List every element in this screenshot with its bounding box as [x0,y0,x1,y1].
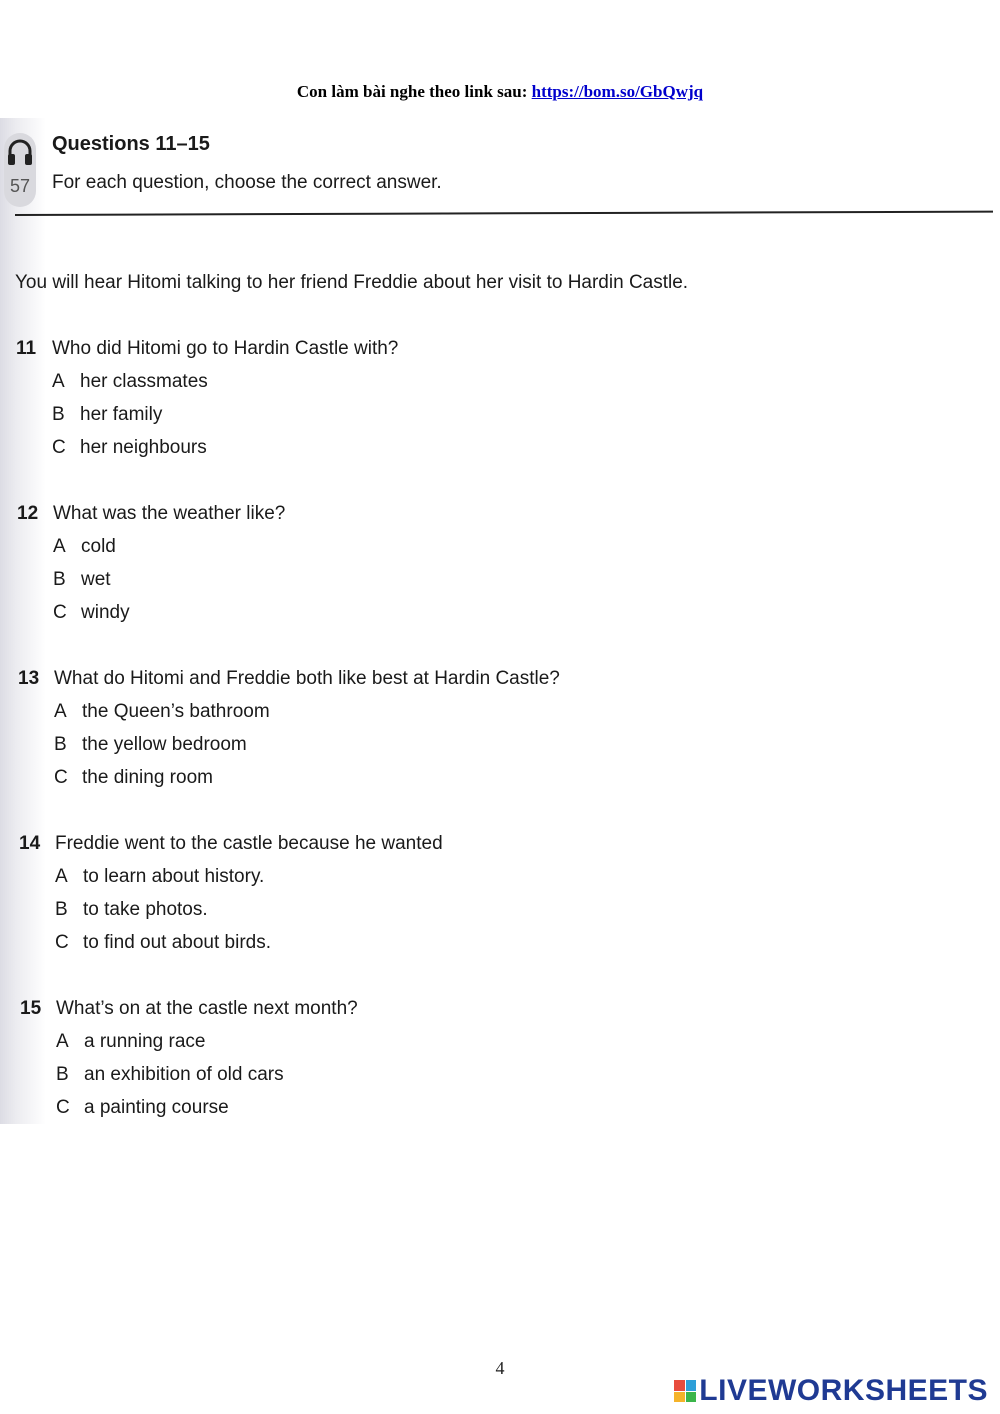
answer-option-a[interactable] [20,1025,358,1058]
question-11 [16,332,398,464]
answer-option-a[interactable] [17,530,285,563]
section-divider [15,211,993,216]
logo-text: LIVEWORKSHEETS [699,1374,988,1407]
answer-option-b[interactable] [19,893,443,926]
answer-option-b[interactable] [16,398,398,431]
answer-option-c[interactable] [17,596,285,629]
question-number: 14 [19,833,41,854]
option-text: the dining room [82,767,213,788]
question-12 [17,497,285,629]
question-text: What do Hitomi and Freddie both like best at Hardin Castle? [54,668,560,689]
page-number: 4 [495,1358,505,1378]
option-letter: B [54,734,67,755]
listening-link-line [0,82,1000,102]
answer-option-b[interactable] [20,1058,358,1091]
question-text: Who did Hitomi go to Hardin Castle with? [52,338,399,359]
question-number: 15 [20,998,42,1019]
question-text: Freddie went to the castle because he wanted [55,833,443,854]
option-letter: A [55,866,68,887]
question-number: 11 [16,338,37,359]
option-letter: C [54,767,68,788]
question-stem [20,992,358,1025]
section-title: Questions 11–15 [52,133,210,155]
answer-option-c[interactable] [18,761,560,794]
audio-link[interactable]: https://bom.so/GbQwjq [531,82,704,101]
question-14 [19,827,443,959]
question-15 [20,992,358,1124]
option-text: to learn about history. [83,866,265,887]
answer-option-c[interactable] [19,926,443,959]
option-text: a painting course [84,1097,229,1118]
question-stem [19,827,443,860]
question-number: 13 [18,668,40,689]
answer-option-c[interactable] [20,1091,358,1124]
option-text: the yellow bedroom [82,734,247,755]
option-letter: C [52,437,66,458]
option-text: her neighbours [80,437,207,458]
answer-option-a[interactable] [16,365,398,398]
answer-option-b[interactable] [17,563,285,596]
option-text: her family [80,404,163,425]
option-letter: B [55,899,68,920]
answer-option-a[interactable] [19,860,443,893]
option-text: to take photos. [83,899,208,920]
question-stem [17,497,285,530]
option-text: cold [81,536,116,557]
header-prefix: Con làm bài nghe theo link sau: [296,82,532,101]
option-letter: A [56,1031,69,1052]
headphones-icon [6,137,34,167]
liveworksheets-logo-icon [674,1380,696,1402]
option-text: an exhibition of old cars [84,1064,284,1085]
option-letter: B [53,569,66,590]
option-letter: A [54,701,67,722]
answer-option-c[interactable] [16,431,398,464]
option-letter: A [53,536,66,557]
question-text: What was the weather like? [53,503,286,524]
option-letter: A [52,371,65,392]
liveworksheets-logo [674,1373,988,1409]
option-letter: C [56,1097,70,1118]
question-number: 12 [17,503,39,524]
option-letter: C [55,932,69,953]
question-stem [16,332,398,365]
question-stem [18,662,560,695]
question-13 [18,662,560,794]
option-text: the Queen’s bathroom [82,701,270,722]
option-text: wet [81,569,111,590]
option-text: a running race [84,1031,206,1052]
track-number: 57 [9,176,31,196]
question-text: What’s on at the castle next month? [56,998,358,1019]
option-letter: B [56,1064,69,1085]
intro-text: You will hear Hitomi talking to her friend Freddie about her visit to Hardin Castle. [15,272,689,293]
answer-option-a[interactable] [18,695,560,728]
option-text: her classmates [80,371,208,392]
option-text: windy [81,602,130,623]
option-text: to find out about birds. [83,932,272,953]
section-instruction: For each question, choose the correct answer. [52,172,442,193]
answer-option-b[interactable] [18,728,560,761]
option-letter: C [53,602,67,623]
option-letter: B [52,404,65,425]
